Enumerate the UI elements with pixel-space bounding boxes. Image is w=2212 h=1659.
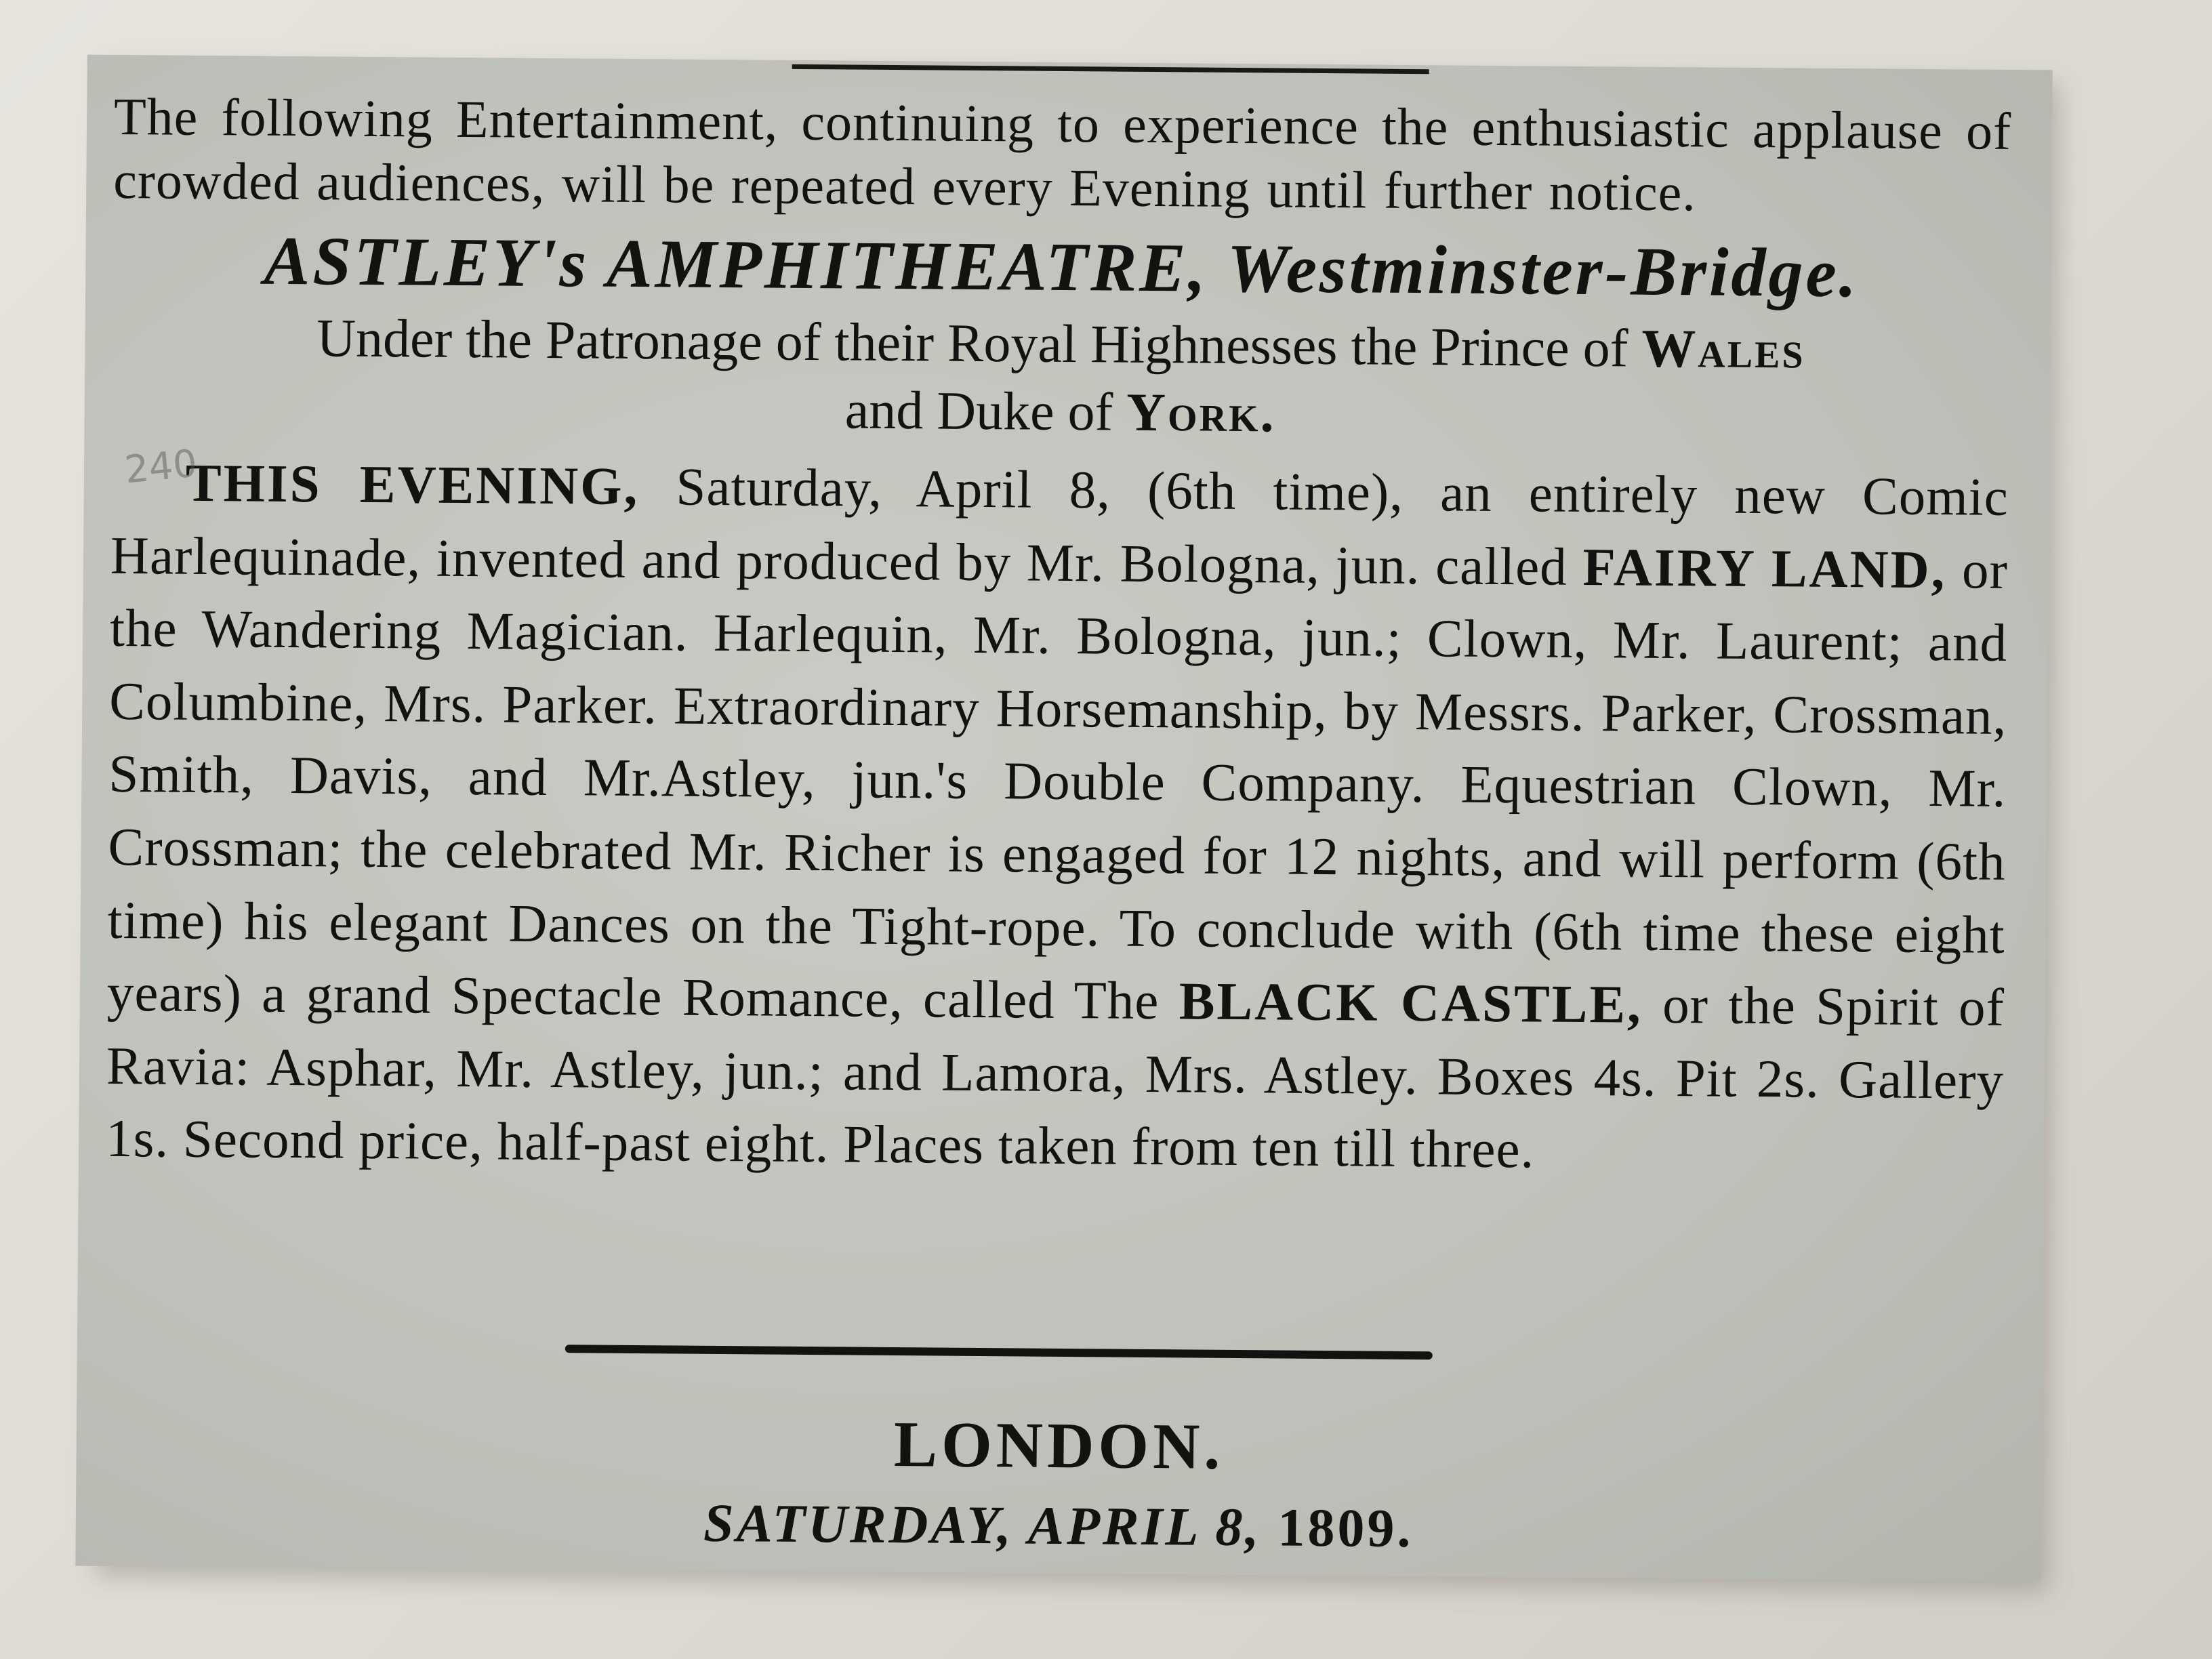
fairy-land-title: FAIRY LAND, [1582, 537, 1947, 600]
patronage-wales: Wales [1641, 319, 1805, 380]
london-heading: LONDON. [893, 1408, 1225, 1483]
theatre-heading: ASTLEY's AMPHITHEATRE, Westminster-Bridge. [264, 222, 1860, 312]
black-castle-title: BLACK CASTLE, [1179, 972, 1643, 1035]
programme-paragraph [106, 447, 2009, 1191]
patronage-york: York. [1126, 382, 1276, 444]
programme-text-1: Saturday, April 8, (6th time), an entirely new Comic Harlequinade, invented and produced by Mr. Bologna, jun. called [110, 457, 2009, 597]
intro-paragraph: The following Entertainment, continuing to experience the enthusiastic applause of crowded audiences, will be repeated every Evening until further notice. [113, 86, 2012, 222]
newspaper-clipping [75, 55, 2052, 1582]
dateline-year: 1809. [1277, 1498, 1414, 1559]
dateline [75, 1488, 2041, 1565]
patronage-prefix: Under the Patronage of their Royal Highnesses the Prince of [316, 308, 1629, 379]
programme-text-3: or the Spirit of Ravia: Asphar, Mr. Astley, jun.; and Lamora, Mrs. Astley. Boxes 4s. Pit 2s. Gallery 1s. Second price, half-past eight. Places taken from ten till three. [105, 976, 2005, 1180]
pencil-annotation: 240 [123, 441, 199, 493]
patronage-line [111, 303, 2009, 453]
patronage-mid: and Duke of [844, 380, 1113, 443]
programme-text-2: or the Wandering Magician. Harlequin, Mr. Bologna, jun.; Clown, Mr. Laurent; and Columbine, Mrs. Parker. Extraordinary Horsemanship, by Messrs. Parker, Crossman, Smith, Davis, and Mr.Astley, jun.'s Double Company. Equestrian Clown, Mr. Crossman; the celebrated Mr. Richer is engaged for 12 nights, and will perform (6th time) his elegant Dances on the Tight-rope. To conclude with (6th time these eight years) a grand Spectacle Romance, called The [106, 540, 2009, 1031]
dateline-text: SATURDAY, APRIL 8, [703, 1493, 1262, 1558]
this-evening-lead: THIS EVENING, [185, 453, 640, 517]
bottom-rule [565, 1345, 1433, 1359]
